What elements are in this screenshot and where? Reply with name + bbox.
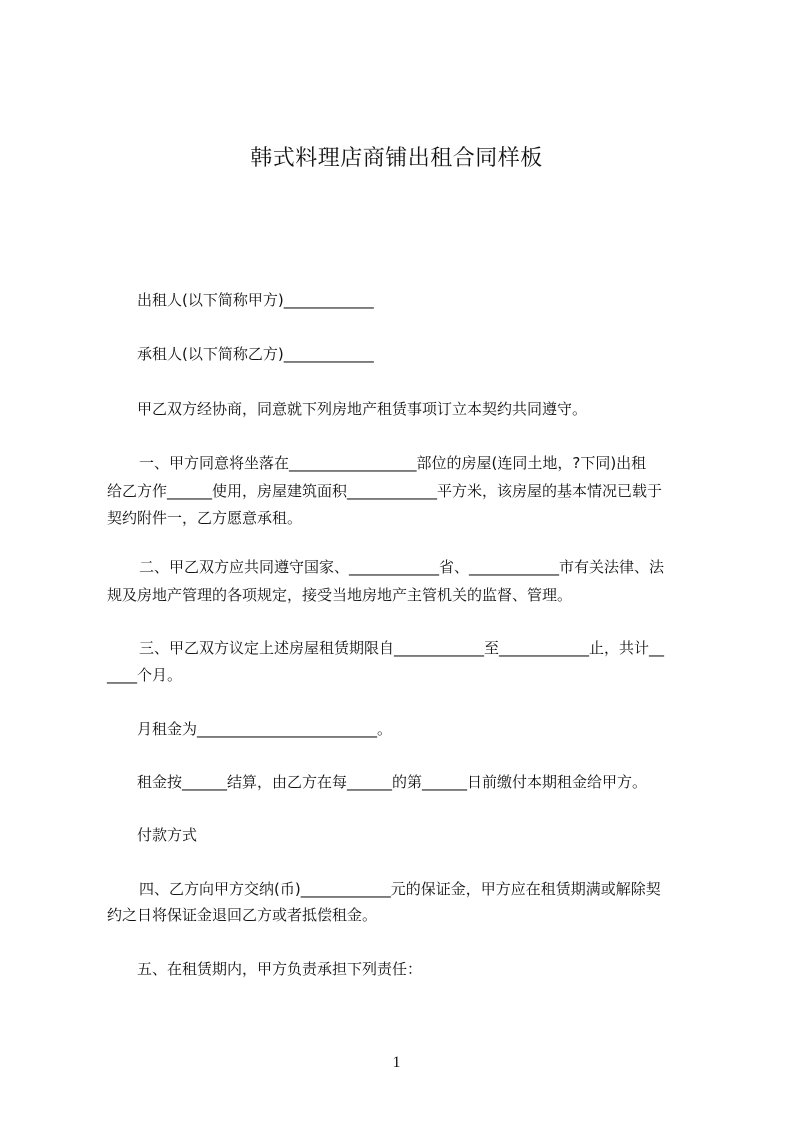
lessee-line: 承租人(以下简称乙方)____________ [137,345,374,363]
agreement-intro: 甲乙双方经协商，同意就下列房地产租赁事项订立本契约共同遵守。 [137,400,588,418]
clause-4-line-2: 约之日将保证金退回乙方或者抵偿租金。 [107,906,378,924]
clause-4-line-1: 四、乙方向甲方交纳(币)____________元的保证金，甲方应在租赁期满或解除契 [139,880,661,898]
clause-2-line-2: 规及房地产管理的各项规定，接受当地房地产主管机关的监督、管理。 [107,586,573,604]
clause-3-line-2: ____个月。 [107,666,183,684]
page-number: 1 [392,1054,401,1071]
clause-5-line-1: 五、在租赁期内，甲方负责承担下列责任： [137,960,423,978]
payment-method-line: 付款方式 [137,826,198,844]
monthly-rent-line: 月租金为________________________。 [137,720,393,738]
clause-3-line-1: 三、甲乙双方议定上述房屋租赁期限自____________至____________止，共计__ [139,639,665,657]
rent-settlement-line: 租金按______结算，由乙方在每______的第______日前缴付本期租金给甲方。 [137,773,648,791]
lessor-line: 出租人(以下简称甲方)____________ [137,291,374,309]
document-title: 韩式料理店商铺出租合同样板 [250,146,543,171]
clause-1-line-2: 给乙方作______使用，房屋建筑面积____________平方米，该房屋的基本情况已载于 [107,482,663,500]
clause-2-line-1: 二、甲乙双方应共同遵守国家、____________省、____________市有关法律、法 [139,558,665,576]
clause-1-line-3: 契约附件一，乙方愿意承租。 [107,509,303,527]
clause-1-line-1: 一、甲方同意将坐落在_________________部位的房屋(连同土地，?下同)出租 [139,454,647,472]
